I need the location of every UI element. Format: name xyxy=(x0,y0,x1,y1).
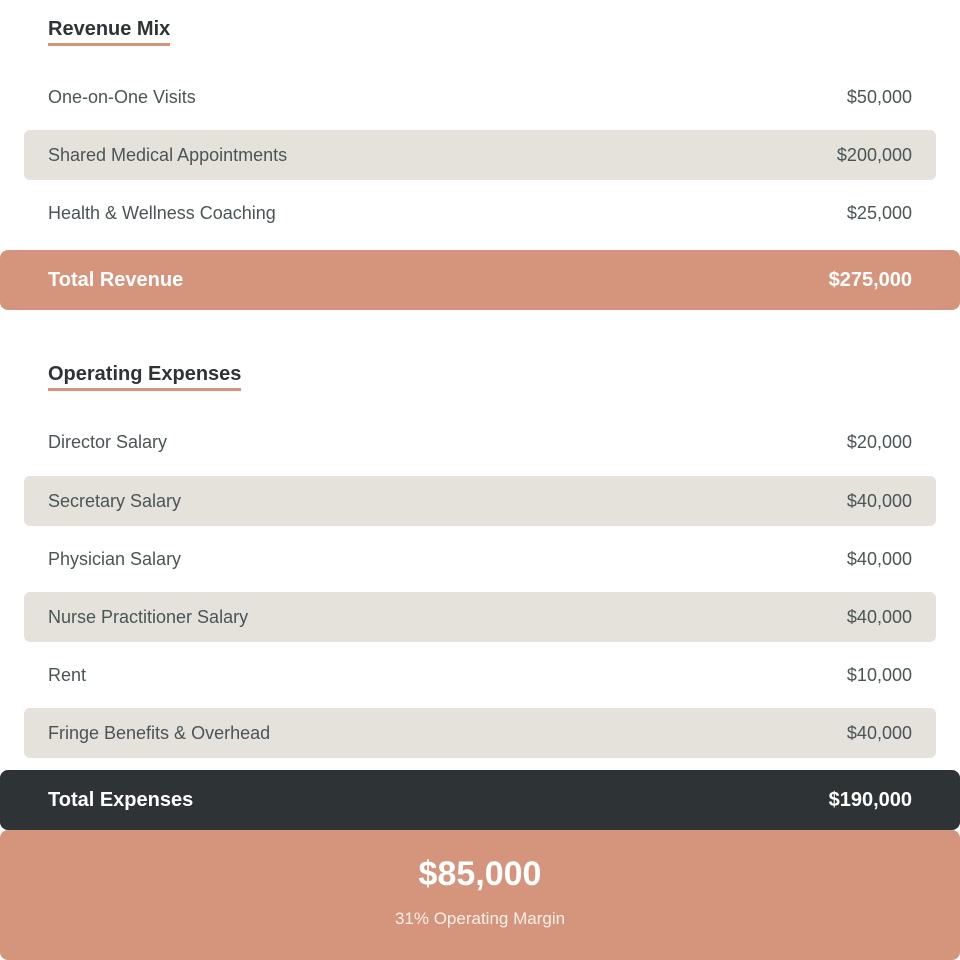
revenue-row-amount: $25,000 xyxy=(846,202,912,223)
revenue-row xyxy=(24,72,936,122)
expense-row xyxy=(24,650,936,700)
total-revenue-bar xyxy=(0,250,960,310)
expense-row-amount: $40,000 xyxy=(846,722,912,743)
expense-row-label: Director Salary xyxy=(48,431,168,452)
expense-row-label: Secretary Salary xyxy=(48,490,182,511)
expense-row-label: Fringe Benefits & Overhead xyxy=(48,722,271,743)
net-income-amount: $85,000 xyxy=(418,855,542,893)
revenue-row-amount: $200,000 xyxy=(836,144,912,165)
revenue-row-label: One-on-One Visits xyxy=(48,86,196,107)
total-expenses-bar xyxy=(0,770,960,830)
expense-row-label: Physician Salary xyxy=(48,548,182,569)
revenue-row xyxy=(24,188,936,238)
revenue-row-label: Health & Wellness Coaching xyxy=(48,202,276,223)
expense-row-label: Nurse Practitioner Salary xyxy=(48,606,249,627)
total-expenses-label: Total Expenses xyxy=(48,788,194,811)
revenue-section-title: Revenue Mix xyxy=(48,17,170,46)
expense-row-amount: $40,000 xyxy=(846,490,912,511)
revenue-row-amount: $50,000 xyxy=(846,86,912,107)
expense-row xyxy=(24,592,936,642)
operating-margin-text: 31% Operating Margin xyxy=(394,909,566,928)
expense-row xyxy=(24,708,936,758)
total-revenue-label: Total Revenue xyxy=(48,268,184,291)
expense-row xyxy=(24,534,936,584)
total-revenue-amount: $275,000 xyxy=(828,268,912,291)
expense-row-label: Rent xyxy=(48,664,87,685)
expense-row-amount: $40,000 xyxy=(846,548,912,569)
revenue-row-label: Shared Medical Appointments xyxy=(48,144,288,165)
total-expenses-amount: $190,000 xyxy=(828,788,912,811)
revenue-row xyxy=(24,130,936,180)
expense-row xyxy=(24,476,936,526)
expense-row-amount: $40,000 xyxy=(846,606,912,627)
expense-row-amount: $10,000 xyxy=(846,664,912,685)
net-income-panel xyxy=(0,830,960,960)
expense-row-amount: $20,000 xyxy=(846,431,912,452)
expense-row xyxy=(24,417,936,467)
expenses-section-title: Operating Expenses xyxy=(48,362,241,391)
